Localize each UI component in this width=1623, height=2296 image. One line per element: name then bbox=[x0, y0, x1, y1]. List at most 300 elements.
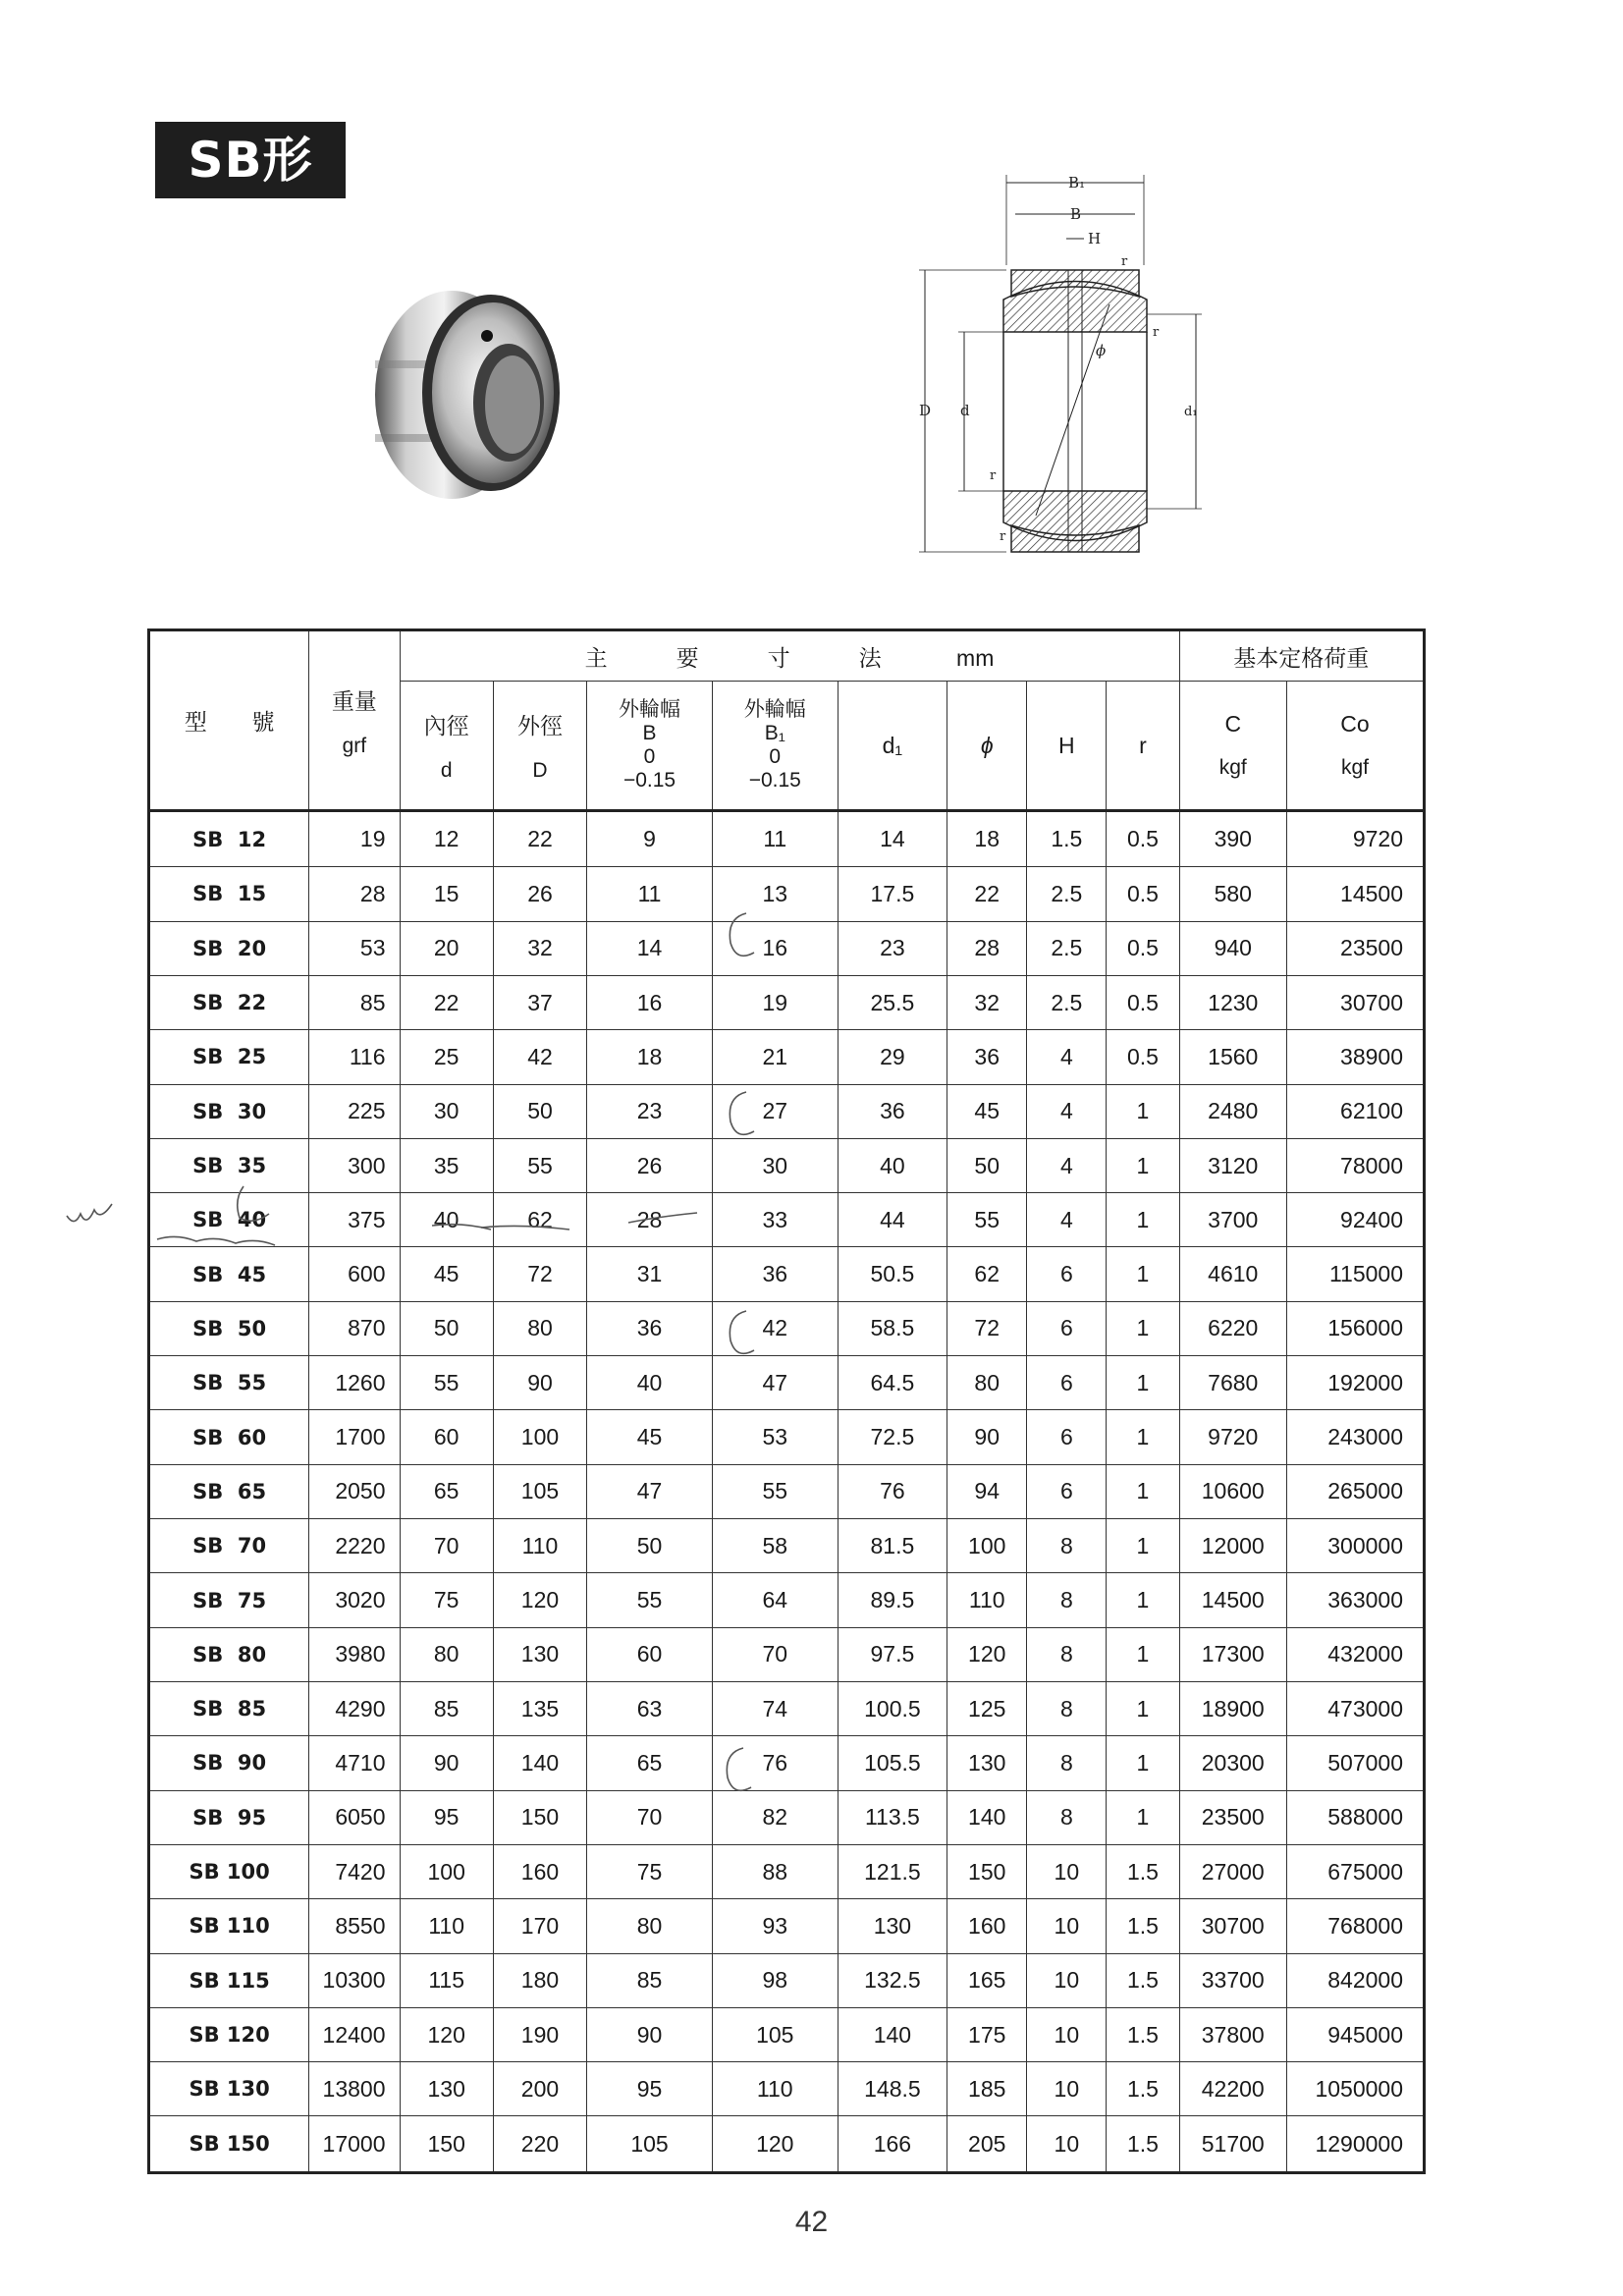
table-row bbox=[149, 1519, 1425, 1573]
cell-d1: 166 bbox=[838, 2116, 947, 2173]
cell-d1: 23 bbox=[838, 921, 947, 975]
cell-weight: 53 bbox=[309, 921, 400, 975]
table-row bbox=[149, 2116, 1425, 2173]
cell-width-b: 90 bbox=[587, 2007, 713, 2061]
cell-co: 30700 bbox=[1287, 975, 1425, 1029]
cell-weight: 28 bbox=[309, 867, 400, 921]
cell-r: 0.5 bbox=[1107, 867, 1179, 921]
table-body bbox=[149, 811, 1425, 2173]
cell-inner-dia: 120 bbox=[400, 2007, 493, 2061]
cell-c: 18900 bbox=[1179, 1681, 1287, 1735]
label-r-bottom: r bbox=[1000, 529, 1006, 544]
cell-c: 12000 bbox=[1179, 1519, 1287, 1573]
cell-d1: 113.5 bbox=[838, 1790, 947, 1844]
cell-weight: 870 bbox=[309, 1301, 400, 1355]
cell-width-b1: 53 bbox=[712, 1410, 838, 1464]
cell-weight: 17000 bbox=[309, 2116, 400, 2173]
cell-co: 588000 bbox=[1287, 1790, 1425, 1844]
cell-outer-dia: 32 bbox=[493, 921, 586, 975]
table-row bbox=[149, 1410, 1425, 1464]
label-D: D bbox=[919, 402, 932, 419]
cell-r: 1.5 bbox=[1107, 2007, 1179, 2061]
cell-co: 1290000 bbox=[1287, 2116, 1425, 2173]
label-r-left: r bbox=[990, 468, 997, 483]
table-row bbox=[149, 1030, 1425, 1084]
cell-h: 8 bbox=[1027, 1573, 1107, 1627]
cell-phi: 22 bbox=[947, 867, 1027, 921]
cell-width-b1: 19 bbox=[712, 975, 838, 1029]
cell-d1: 132.5 bbox=[838, 1953, 947, 2007]
cell-model: SB 30 bbox=[149, 1084, 309, 1138]
margin-scribble bbox=[67, 1204, 112, 1222]
cell-weight: 8550 bbox=[309, 1899, 400, 1953]
cell-r: 0.5 bbox=[1107, 921, 1179, 975]
cell-h: 8 bbox=[1027, 1736, 1107, 1790]
cell-r: 1 bbox=[1107, 1519, 1179, 1573]
cell-width-b1: 82 bbox=[712, 1790, 838, 1844]
cell-d1: 148.5 bbox=[838, 2062, 947, 2116]
cell-r: 1 bbox=[1107, 1247, 1179, 1301]
cell-co: 92400 bbox=[1287, 1193, 1425, 1247]
cell-c: 30700 bbox=[1179, 1899, 1287, 1953]
table-row bbox=[149, 1953, 1425, 2007]
cell-outer-dia: 135 bbox=[493, 1681, 586, 1735]
cell-inner-dia: 15 bbox=[400, 867, 493, 921]
cell-outer-dia: 160 bbox=[493, 1844, 586, 1898]
table-row bbox=[149, 1736, 1425, 1790]
cell-model: SB 130 bbox=[149, 2062, 309, 2116]
label-d: d bbox=[960, 402, 970, 419]
header-inner-dia: 內徑 d bbox=[400, 682, 493, 811]
header-c: C kgf bbox=[1179, 682, 1287, 811]
cell-model: SB 70 bbox=[149, 1519, 309, 1573]
cell-weight: 300 bbox=[309, 1138, 400, 1192]
cell-weight: 1700 bbox=[309, 1410, 400, 1464]
cell-outer-dia: 170 bbox=[493, 1899, 586, 1953]
cell-inner-dia: 25 bbox=[400, 1030, 493, 1084]
cell-width-b1: 47 bbox=[712, 1356, 838, 1410]
cell-phi: 125 bbox=[947, 1681, 1027, 1735]
cell-outer-dia: 190 bbox=[493, 2007, 586, 2061]
cell-r: 1 bbox=[1107, 1084, 1179, 1138]
cell-outer-dia: 50 bbox=[493, 1084, 586, 1138]
table-row bbox=[149, 1138, 1425, 1192]
cell-inner-dia: 65 bbox=[400, 1464, 493, 1518]
cell-r: 1 bbox=[1107, 1736, 1179, 1790]
cell-width-b1: 55 bbox=[712, 1464, 838, 1518]
cell-h: 6 bbox=[1027, 1410, 1107, 1464]
cell-d1: 17.5 bbox=[838, 867, 947, 921]
cell-width-b: 70 bbox=[587, 1790, 713, 1844]
cell-width-b: 16 bbox=[587, 975, 713, 1029]
cell-phi: 165 bbox=[947, 1953, 1027, 2007]
table-row bbox=[149, 1084, 1425, 1138]
cell-co: 473000 bbox=[1287, 1681, 1425, 1735]
cell-d1: 140 bbox=[838, 2007, 947, 2061]
cell-phi: 28 bbox=[947, 921, 1027, 975]
cell-phi: 185 bbox=[947, 2062, 1027, 2116]
table-row bbox=[149, 975, 1425, 1029]
cell-d1: 100.5 bbox=[838, 1681, 947, 1735]
cell-inner-dia: 22 bbox=[400, 975, 493, 1029]
cell-model: SB 50 bbox=[149, 1301, 309, 1355]
cell-width-b1: 74 bbox=[712, 1681, 838, 1735]
cell-phi: 32 bbox=[947, 975, 1027, 1029]
cell-outer-dia: 180 bbox=[493, 1953, 586, 2007]
cell-weight: 6050 bbox=[309, 1790, 400, 1844]
cell-d1: 81.5 bbox=[838, 1519, 947, 1573]
cell-width-b: 105 bbox=[587, 2116, 713, 2173]
cell-outer-dia: 22 bbox=[493, 811, 586, 867]
cell-c: 2480 bbox=[1179, 1084, 1287, 1138]
cell-inner-dia: 80 bbox=[400, 1627, 493, 1681]
cell-phi: 120 bbox=[947, 1627, 1027, 1681]
cell-width-b: 28 bbox=[587, 1193, 713, 1247]
cell-phi: 110 bbox=[947, 1573, 1027, 1627]
cell-model: SB 75 bbox=[149, 1573, 309, 1627]
header-outer-dia: 外徑 D bbox=[493, 682, 586, 811]
cell-model: SB 45 bbox=[149, 1247, 309, 1301]
cell-model: SB 120 bbox=[149, 2007, 309, 2061]
cell-co: 62100 bbox=[1287, 1084, 1425, 1138]
cell-weight: 1260 bbox=[309, 1356, 400, 1410]
cell-h: 8 bbox=[1027, 1627, 1107, 1681]
cell-inner-dia: 50 bbox=[400, 1301, 493, 1355]
cell-weight: 3020 bbox=[309, 1573, 400, 1627]
table-row bbox=[149, 1790, 1425, 1844]
table-row bbox=[149, 2062, 1425, 2116]
cell-co: 265000 bbox=[1287, 1464, 1425, 1518]
bearing-photo bbox=[361, 267, 587, 513]
table-row bbox=[149, 2007, 1425, 2061]
cell-phi: 55 bbox=[947, 1193, 1027, 1247]
label-r-top: r bbox=[1121, 254, 1128, 269]
cell-c: 7680 bbox=[1179, 1356, 1287, 1410]
cell-h: 2.5 bbox=[1027, 867, 1107, 921]
cell-phi: 18 bbox=[947, 811, 1027, 867]
cell-weight: 3980 bbox=[309, 1627, 400, 1681]
cell-width-b: 55 bbox=[587, 1573, 713, 1627]
cell-width-b1: 13 bbox=[712, 867, 838, 921]
cell-h: 8 bbox=[1027, 1519, 1107, 1573]
cell-r: 1 bbox=[1107, 1627, 1179, 1681]
cell-inner-dia: 40 bbox=[400, 1193, 493, 1247]
cell-inner-dia: 30 bbox=[400, 1084, 493, 1138]
cell-inner-dia: 110 bbox=[400, 1899, 493, 1953]
cell-d1: 72.5 bbox=[838, 1410, 947, 1464]
header-load: 基本定格荷重 bbox=[1179, 630, 1425, 682]
cell-width-b: 75 bbox=[587, 1844, 713, 1898]
cell-width-b: 31 bbox=[587, 1247, 713, 1301]
cell-outer-dia: 90 bbox=[493, 1356, 586, 1410]
page-title: SB形 bbox=[155, 122, 346, 198]
cell-model: SB 115 bbox=[149, 1953, 309, 2007]
cell-model: SB 22 bbox=[149, 975, 309, 1029]
cell-d1: 58.5 bbox=[838, 1301, 947, 1355]
cell-h: 4 bbox=[1027, 1138, 1107, 1192]
header-d1: d₁ bbox=[838, 682, 947, 811]
header-weight: 重量 grf bbox=[309, 630, 400, 811]
cell-width-b: 45 bbox=[587, 1410, 713, 1464]
cell-phi: 140 bbox=[947, 1790, 1027, 1844]
cell-outer-dia: 37 bbox=[493, 975, 586, 1029]
cell-co: 115000 bbox=[1287, 1247, 1425, 1301]
cell-weight: 85 bbox=[309, 975, 400, 1029]
cell-outer-dia: 110 bbox=[493, 1519, 586, 1573]
cell-c: 580 bbox=[1179, 867, 1287, 921]
cross-section-diagram bbox=[903, 167, 1237, 560]
cell-h: 10 bbox=[1027, 2007, 1107, 2061]
cell-r: 1 bbox=[1107, 1301, 1179, 1355]
cell-width-b: 95 bbox=[587, 2062, 713, 2116]
cell-c: 9720 bbox=[1179, 1410, 1287, 1464]
cell-width-b: 60 bbox=[587, 1627, 713, 1681]
cell-d1: 40 bbox=[838, 1138, 947, 1192]
cell-c: 17300 bbox=[1179, 1627, 1287, 1681]
cell-phi: 130 bbox=[947, 1736, 1027, 1790]
cell-r: 1.5 bbox=[1107, 1844, 1179, 1898]
cell-model: SB 150 bbox=[149, 2116, 309, 2173]
cell-d1: 89.5 bbox=[838, 1573, 947, 1627]
cell-c: 27000 bbox=[1179, 1844, 1287, 1898]
cell-phi: 205 bbox=[947, 2116, 1027, 2173]
cell-h: 2.5 bbox=[1027, 975, 1107, 1029]
cell-c: 6220 bbox=[1179, 1301, 1287, 1355]
cell-c: 14500 bbox=[1179, 1573, 1287, 1627]
cell-phi: 100 bbox=[947, 1519, 1027, 1573]
cell-width-b1: 98 bbox=[712, 1953, 838, 2007]
cell-co: 1050000 bbox=[1287, 2062, 1425, 2116]
cell-co: 363000 bbox=[1287, 1573, 1425, 1627]
cell-width-b1: 64 bbox=[712, 1573, 838, 1627]
cell-h: 10 bbox=[1027, 1953, 1107, 2007]
cell-r: 1 bbox=[1107, 1573, 1179, 1627]
spec-table bbox=[147, 629, 1426, 2174]
cell-model: SB 60 bbox=[149, 1410, 309, 1464]
cell-model: SB 25 bbox=[149, 1030, 309, 1084]
cell-weight: 2220 bbox=[309, 1519, 400, 1573]
cell-phi: 150 bbox=[947, 1844, 1027, 1898]
table-row bbox=[149, 1247, 1425, 1301]
cell-inner-dia: 20 bbox=[400, 921, 493, 975]
label-phi: ϕ bbox=[1096, 342, 1107, 359]
cell-outer-dia: 42 bbox=[493, 1030, 586, 1084]
cell-d1: 121.5 bbox=[838, 1844, 947, 1898]
cell-model: SB 80 bbox=[149, 1627, 309, 1681]
cell-h: 6 bbox=[1027, 1301, 1107, 1355]
cell-c: 390 bbox=[1179, 811, 1287, 867]
cell-outer-dia: 120 bbox=[493, 1573, 586, 1627]
cell-width-b: 26 bbox=[587, 1138, 713, 1192]
cell-width-b1: 11 bbox=[712, 811, 838, 867]
cell-width-b1: 33 bbox=[712, 1193, 838, 1247]
cell-r: 1 bbox=[1107, 1138, 1179, 1192]
cell-width-b1: 110 bbox=[712, 2062, 838, 2116]
cell-inner-dia: 60 bbox=[400, 1410, 493, 1464]
cell-c: 10600 bbox=[1179, 1464, 1287, 1518]
cell-co: 945000 bbox=[1287, 2007, 1425, 2061]
cell-width-b: 50 bbox=[587, 1519, 713, 1573]
cell-width-b1: 30 bbox=[712, 1138, 838, 1192]
cell-model: SB 90 bbox=[149, 1736, 309, 1790]
cell-inner-dia: 130 bbox=[400, 2062, 493, 2116]
cell-c: 1560 bbox=[1179, 1030, 1287, 1084]
cell-d1: 14 bbox=[838, 811, 947, 867]
cell-weight: 10300 bbox=[309, 1953, 400, 2007]
cell-width-b1: 42 bbox=[712, 1301, 838, 1355]
cell-h: 4 bbox=[1027, 1030, 1107, 1084]
cell-model: SB 15 bbox=[149, 867, 309, 921]
cell-inner-dia: 100 bbox=[400, 1844, 493, 1898]
cell-model: SB 95 bbox=[149, 1790, 309, 1844]
cell-phi: 90 bbox=[947, 1410, 1027, 1464]
cell-outer-dia: 55 bbox=[493, 1138, 586, 1192]
cell-phi: 175 bbox=[947, 2007, 1027, 2061]
header-r: r bbox=[1107, 682, 1179, 811]
cell-c: 4610 bbox=[1179, 1247, 1287, 1301]
cell-width-b: 63 bbox=[587, 1681, 713, 1735]
cell-outer-dia: 100 bbox=[493, 1410, 586, 1464]
cell-weight: 600 bbox=[309, 1247, 400, 1301]
cell-width-b: 14 bbox=[587, 921, 713, 975]
cell-model: SB 85 bbox=[149, 1681, 309, 1735]
cell-inner-dia: 150 bbox=[400, 2116, 493, 2173]
cell-inner-dia: 35 bbox=[400, 1138, 493, 1192]
cell-phi: 50 bbox=[947, 1138, 1027, 1192]
table-row bbox=[149, 1301, 1425, 1355]
cell-inner-dia: 55 bbox=[400, 1356, 493, 1410]
cell-co: 432000 bbox=[1287, 1627, 1425, 1681]
cell-width-b: 65 bbox=[587, 1736, 713, 1790]
cell-co: 675000 bbox=[1287, 1844, 1425, 1898]
cell-h: 4 bbox=[1027, 1193, 1107, 1247]
cell-inner-dia: 115 bbox=[400, 1953, 493, 2007]
table-row bbox=[149, 921, 1425, 975]
cell-phi: 62 bbox=[947, 1247, 1027, 1301]
table-row bbox=[149, 867, 1425, 921]
cell-model: SB 100 bbox=[149, 1844, 309, 1898]
cell-r: 1 bbox=[1107, 1193, 1179, 1247]
cell-outer-dia: 220 bbox=[493, 2116, 586, 2173]
cell-width-b: 36 bbox=[587, 1301, 713, 1355]
table-row bbox=[149, 1627, 1425, 1681]
cell-d1: 29 bbox=[838, 1030, 947, 1084]
table-row bbox=[149, 811, 1425, 867]
cell-co: 300000 bbox=[1287, 1519, 1425, 1573]
cell-r: 1 bbox=[1107, 1681, 1179, 1735]
cell-h: 1.5 bbox=[1027, 811, 1107, 867]
cell-weight: 4710 bbox=[309, 1736, 400, 1790]
cell-weight: 19 bbox=[309, 811, 400, 867]
cell-width-b1: 36 bbox=[712, 1247, 838, 1301]
label-h: H bbox=[1088, 230, 1102, 247]
cell-width-b: 11 bbox=[587, 867, 713, 921]
cell-outer-dia: 62 bbox=[493, 1193, 586, 1247]
cell-width-b: 23 bbox=[587, 1084, 713, 1138]
cell-co: 156000 bbox=[1287, 1301, 1425, 1355]
cell-weight: 12400 bbox=[309, 2007, 400, 2061]
cell-co: 243000 bbox=[1287, 1410, 1425, 1464]
cell-c: 20300 bbox=[1179, 1736, 1287, 1790]
cell-width-b1: 93 bbox=[712, 1899, 838, 1953]
cell-inner-dia: 85 bbox=[400, 1681, 493, 1735]
cell-c: 42200 bbox=[1179, 2062, 1287, 2116]
cell-co: 192000 bbox=[1287, 1356, 1425, 1410]
cell-r: 0.5 bbox=[1107, 1030, 1179, 1084]
cell-co: 842000 bbox=[1287, 1953, 1425, 2007]
cell-r: 1.5 bbox=[1107, 1953, 1179, 2007]
cell-h: 6 bbox=[1027, 1356, 1107, 1410]
cell-model: SB 55 bbox=[149, 1356, 309, 1410]
cell-h: 6 bbox=[1027, 1464, 1107, 1518]
cell-d1: 44 bbox=[838, 1193, 947, 1247]
cell-h: 10 bbox=[1027, 1899, 1107, 1953]
cell-phi: 94 bbox=[947, 1464, 1027, 1518]
table-row bbox=[149, 1356, 1425, 1410]
cell-model: SB 65 bbox=[149, 1464, 309, 1518]
cell-r: 0.5 bbox=[1107, 975, 1179, 1029]
cell-c: 3120 bbox=[1179, 1138, 1287, 1192]
cell-r: 1 bbox=[1107, 1790, 1179, 1844]
cell-d1: 36 bbox=[838, 1084, 947, 1138]
cell-c: 940 bbox=[1179, 921, 1287, 975]
cell-h: 10 bbox=[1027, 2116, 1107, 2173]
cell-weight: 2050 bbox=[309, 1464, 400, 1518]
cell-outer-dia: 72 bbox=[493, 1247, 586, 1301]
cell-outer-dia: 105 bbox=[493, 1464, 586, 1518]
cell-weight: 225 bbox=[309, 1084, 400, 1138]
cell-inner-dia: 45 bbox=[400, 1247, 493, 1301]
cell-width-b: 9 bbox=[587, 811, 713, 867]
cell-co: 507000 bbox=[1287, 1736, 1425, 1790]
cell-width-b1: 70 bbox=[712, 1627, 838, 1681]
cell-d1: 97.5 bbox=[838, 1627, 947, 1681]
cell-h: 8 bbox=[1027, 1681, 1107, 1735]
cell-phi: 80 bbox=[947, 1356, 1027, 1410]
header-main-dims: 主要寸法 mm bbox=[400, 630, 1179, 682]
cell-model: SB 110 bbox=[149, 1899, 309, 1953]
cell-width-b: 80 bbox=[587, 1899, 713, 1953]
cell-outer-dia: 150 bbox=[493, 1790, 586, 1844]
cell-h: 10 bbox=[1027, 1844, 1107, 1898]
cell-phi: 36 bbox=[947, 1030, 1027, 1084]
cell-inner-dia: 12 bbox=[400, 811, 493, 867]
cell-inner-dia: 70 bbox=[400, 1519, 493, 1573]
cell-h: 4 bbox=[1027, 1084, 1107, 1138]
table-row bbox=[149, 1899, 1425, 1953]
cell-weight: 375 bbox=[309, 1193, 400, 1247]
cell-width-b1: 88 bbox=[712, 1844, 838, 1898]
cell-width-b1: 27 bbox=[712, 1084, 838, 1138]
cell-phi: 160 bbox=[947, 1899, 1027, 1953]
cell-width-b1: 16 bbox=[712, 921, 838, 975]
cell-r: 1.5 bbox=[1107, 1899, 1179, 1953]
cell-c: 33700 bbox=[1179, 1953, 1287, 2007]
label-d1: d₁ bbox=[1184, 405, 1198, 419]
cell-c: 37800 bbox=[1179, 2007, 1287, 2061]
header-co: Co kgf bbox=[1287, 682, 1425, 811]
cell-weight: 7420 bbox=[309, 1844, 400, 1898]
header-outer-width-b: 外輪幅 B 0 −0.15 bbox=[587, 682, 713, 811]
table-row bbox=[149, 1573, 1425, 1627]
cell-co: 9720 bbox=[1287, 811, 1425, 867]
label-b1: B₁ bbox=[1068, 174, 1086, 191]
cell-d1: 25.5 bbox=[838, 975, 947, 1029]
cell-r: 1 bbox=[1107, 1464, 1179, 1518]
cell-width-b1: 120 bbox=[712, 2116, 838, 2173]
cell-weight: 116 bbox=[309, 1030, 400, 1084]
cell-co: 14500 bbox=[1287, 867, 1425, 921]
